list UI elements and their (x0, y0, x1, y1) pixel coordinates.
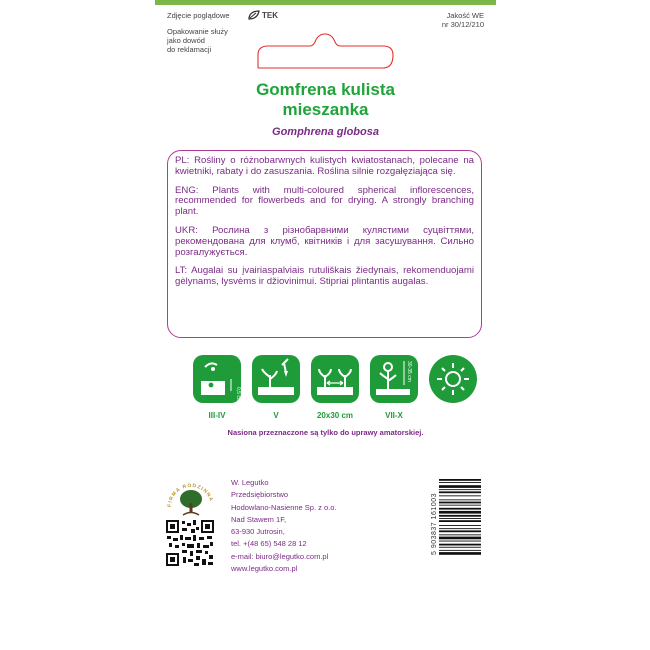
description-pl: PL: Rośliny o różnobarwnych kulistych kwiatostanach, polecane na kwietniki, rabaty i do zasuszania. Roślina silnie rozgałęziająca się. (175, 155, 474, 177)
company-contact (231, 477, 336, 575)
company-city: 63-930 Jutrosin, (231, 527, 285, 537)
company-email: e-mail: biuro@legutko.com.pl (231, 551, 329, 561)
flowering-period-label: VII-X (385, 411, 403, 420)
description-ukr: UKR: Рослина з різнобарвними кулястими суцвіттями, рекомендована для клумб, квітників і для засушування. Сильно розгалужується. (175, 224, 474, 258)
tek-logo (248, 10, 278, 20)
barcode-digits: 5 903837 161003 (431, 493, 438, 555)
company-type: Przedsiębiorstwo (231, 490, 289, 500)
cultivation-icons (193, 355, 477, 403)
hang-tab-outline (248, 29, 403, 69)
company-street: Nad Stawem 1F, (231, 514, 287, 524)
description-lt: LT: Augalai su įvairiaspalviais rutuliškais žiedynais, rekomenduojami gėlynams, lysvėms ir džiovinimui. Stipriai plintantis augalas. (175, 265, 474, 288)
full-sun-icon (429, 355, 477, 403)
top-bar (155, 0, 496, 5)
logo-text: FIRMA RODZINNA (166, 482, 215, 508)
packaging-note-line: jako dowód (167, 36, 205, 45)
qr-code (165, 519, 215, 567)
packaging-note (167, 27, 257, 54)
quality-info (442, 11, 484, 29)
batch-number: nr 30/12/210 (441, 20, 484, 29)
product-name-line2: mieszanka (282, 100, 369, 119)
description-eng: ENG: Plants with multi-coloured spherical inflorescences, recommended for flowerbeds and for drying. A strongly branching plant. (175, 184, 474, 218)
spacing-icon (311, 355, 359, 403)
depth-label: 0,5 cm (235, 387, 241, 403)
sample-note: Zdjęcie poglądowe (167, 11, 230, 20)
leaf-icon (248, 10, 260, 20)
description-box (167, 150, 482, 338)
packaging-note-line: do reklamacji (167, 45, 212, 54)
sowing-depth-icon (193, 355, 241, 403)
barcode (439, 478, 481, 570)
packaging-note-line: Opakowanie służy (167, 27, 228, 36)
icon-labels (193, 411, 418, 420)
company-legal-name: Hodowlano-Nasienne Sp. z o.o. (231, 502, 337, 512)
sowing-period-label: III-IV (208, 411, 226, 420)
product-title (155, 80, 496, 120)
company-name: W. Legutko (231, 478, 269, 487)
amateur-use-note: Nasiona przeznaczone są tylko do uprawy amatorskiej. (227, 428, 424, 437)
family-company-logo (165, 477, 217, 519)
spacing-label: 20x30 cm (316, 411, 354, 420)
planting-period-label: V (273, 411, 279, 420)
company-website: www.legutko.com.pl (231, 564, 298, 574)
planting-icon (252, 355, 300, 403)
company-phone: tel. +(48 65) 548 28 12 (231, 539, 307, 549)
quality-class: Jakość WE (446, 11, 484, 20)
product-name-line1: Gomfrena kulista (256, 80, 395, 99)
flowering-height-icon (370, 355, 418, 403)
latin-name: Gomphrena globosa (272, 126, 379, 138)
seed-packet (155, 0, 496, 650)
height-label: 30-35 cm (406, 361, 412, 382)
tek-label: TEK (262, 10, 278, 20)
